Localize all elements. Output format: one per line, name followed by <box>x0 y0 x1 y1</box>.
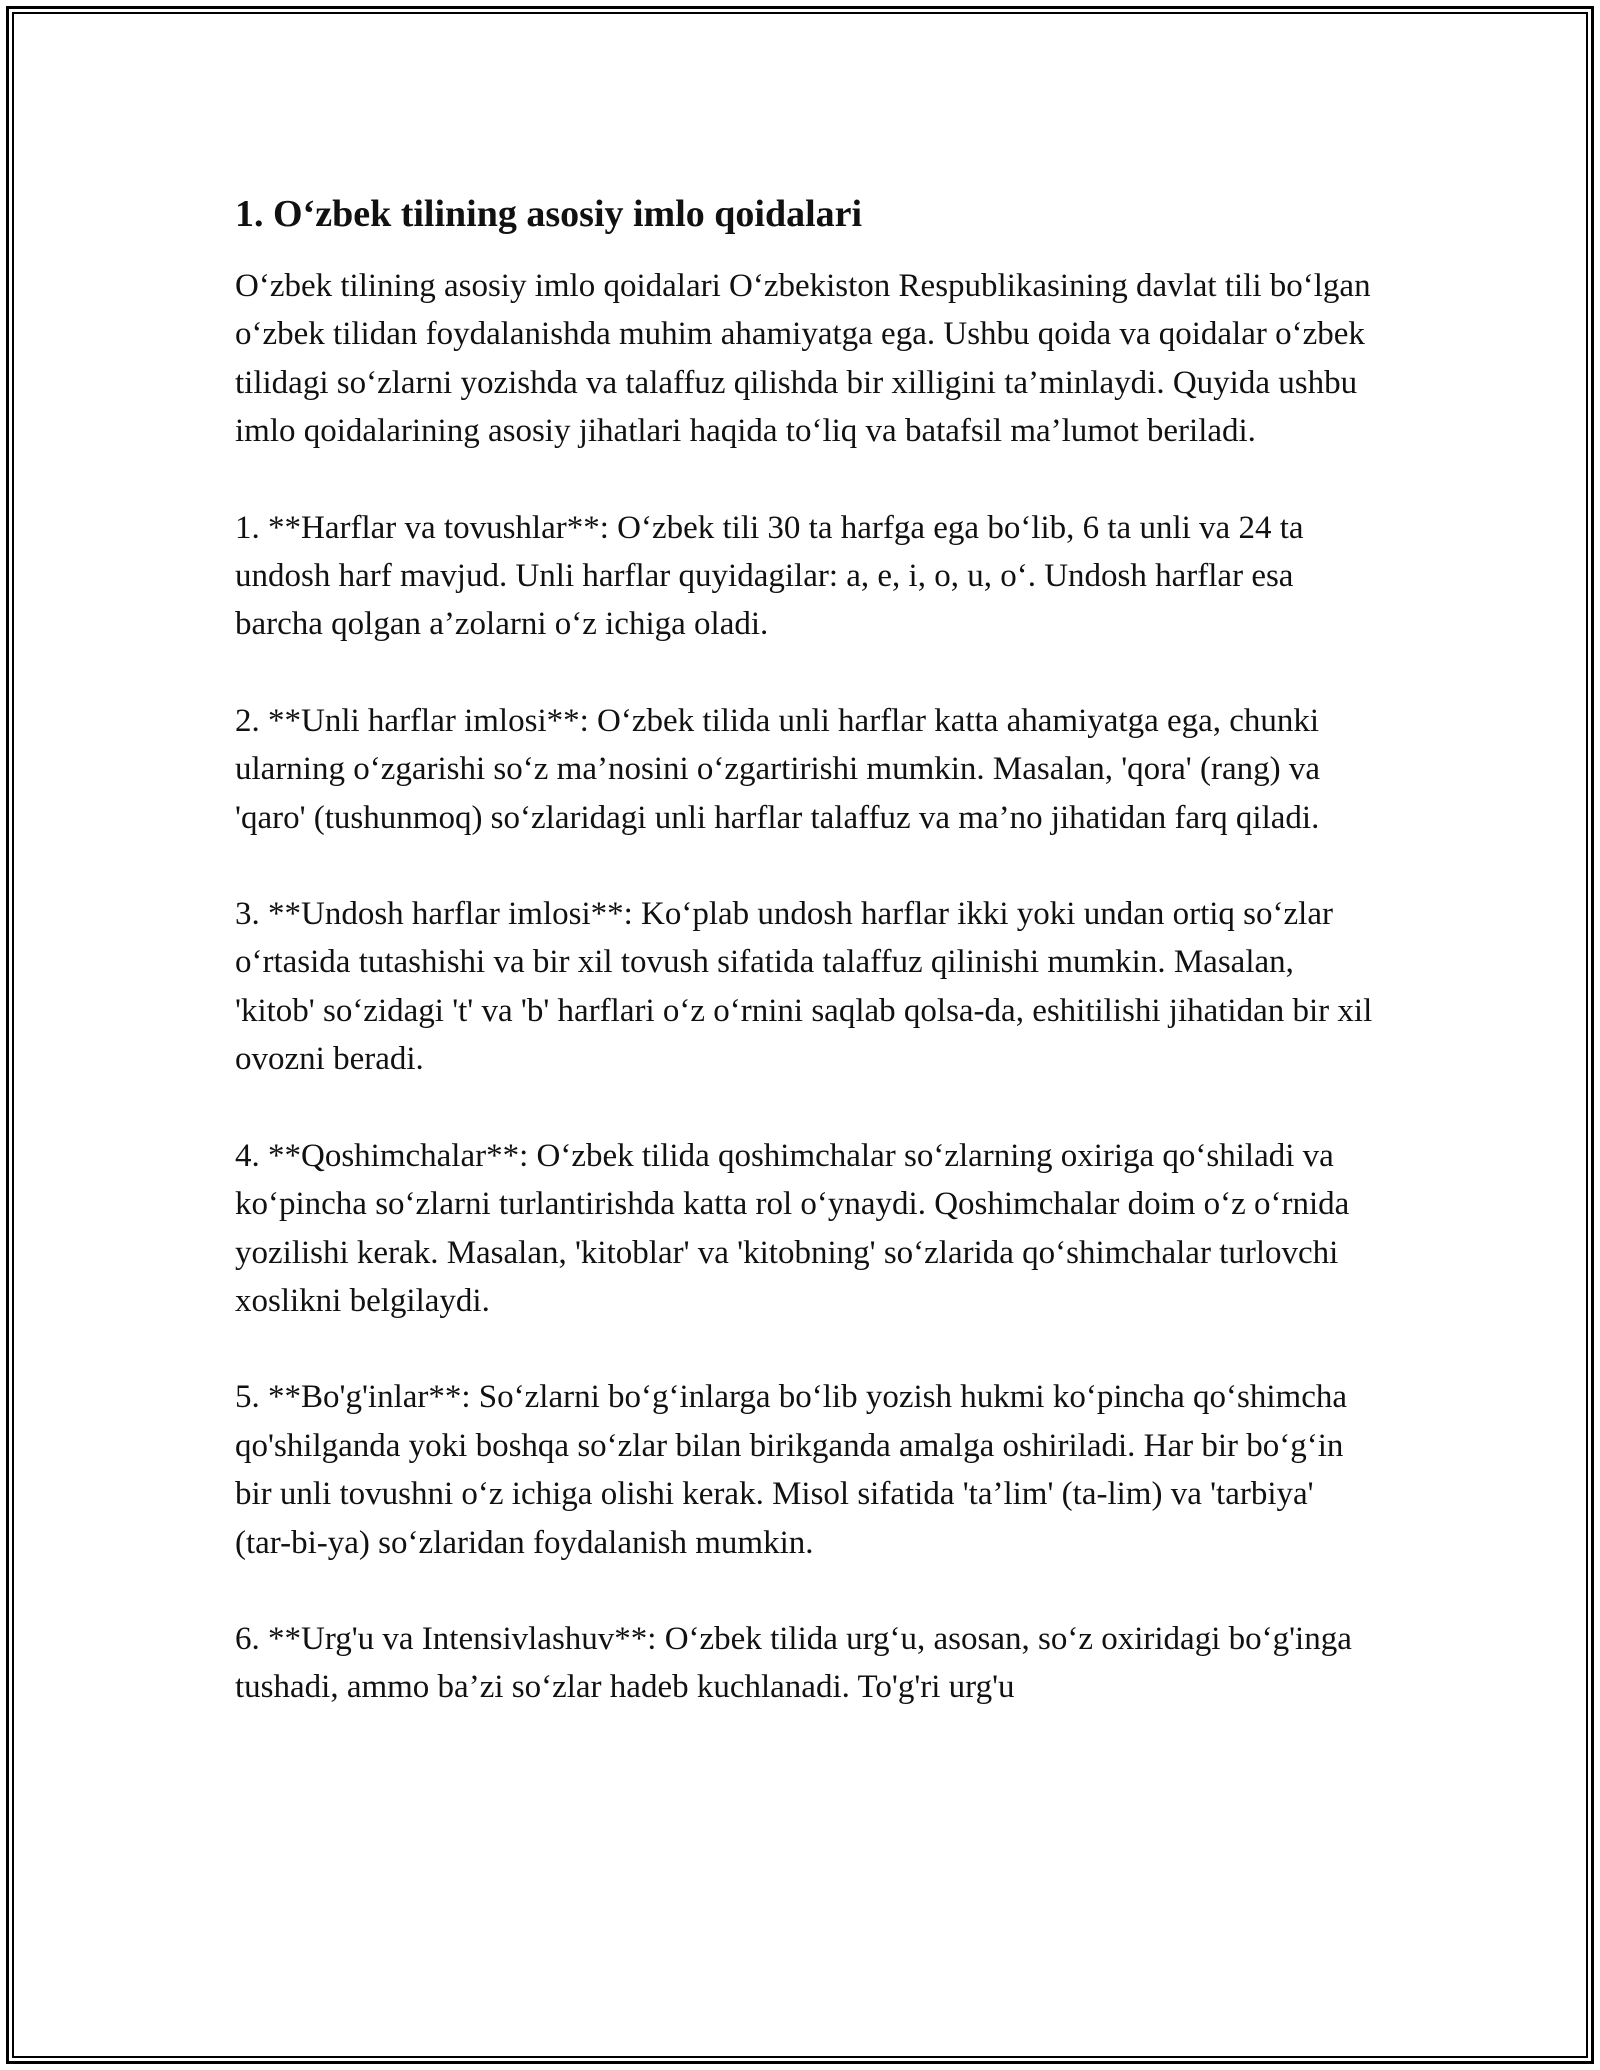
rule-unli-harflar-imlosi: 2. **Unli harflar imlosi**: O‘zbek tilida unli harflar katta ahamiyatga ega, chunki ularning o‘zgarishi so‘z ma’nosini o‘zgartirishi mumkin. Masalan, 'qora' (rang) va 'qaro' (tushunmoq) so‘zlaridagi unli harflar talaffuz va ma’no jihatidan farq qiladi. <box>235 702 1321 836</box>
rule-qoshimchalar: 4. **Qoshimchalar**: O‘zbek tilida qoshimchalar so‘zlarning oxiriga qo‘shiladi va ko‘pincha so‘zlarni turlantirishda katta rol o‘ynaydi. Qoshimchalar doim o‘z o‘rnida yozilishi kerak. Masalan, 'kitoblar' va 'kitobning' so‘zlarida qo‘shimchalar turlovchi xoslikni belgilaydi. <box>235 1137 1350 1319</box>
rule-undosh-harflar-imlosi: 3. **Undosh harflar imlosi**: Ko‘plab undosh harflar ikki yoki undan ortiq so‘zlar o‘rtasida tutashishi va bir xil tovush sifatida talaffuz qilinishi mumkin. Masalan, 'kitob' so‘zidagi 't' va 'b' harflari o‘z o‘rnini saqlab qolsa-da, eshitilishi jihatidan bir xil ovozni beradi. <box>235 896 1373 1078</box>
document-body <box>235 190 1375 1760</box>
rule-harflar-va-tovushlar: 1. **Harflar va tovushlar**: O‘zbek tili 30 ta harfga ega bo‘lib, 6 ta unli va 24 ta undosh harf mavjud. Unli harflar quyidagilar: a, e, i, o, u, o‘. Undosh harflar esa barcha qolgan a’zolarni o‘z ichiga oladi. <box>235 509 1304 643</box>
document-title: 1. O‘zbek tilining asosiy imlo qoidalari <box>235 193 863 235</box>
intro-paragraph: O‘zbek tilining asosiy imlo qoidalari O‘zbekiston Respublikasining davlat tili bo‘lgan o‘zbek tilidan foydalanishda muhim ahamiyatga ega. Ushbu qoida va qoidalar o‘zbek tilidagi so‘zlarni yozishda va talaffuz qilishda bir xilligini ta’minlaydi. Quyida ushbu imlo qoidalarining asosiy jihatlari haqida to‘liq va batafsil ma’lumot beriladi. <box>235 268 1371 450</box>
rule-boginlar: 5. **Bo'g'inlar**: So‘zlarni bo‘g‘inlarga bo‘lib yozish hukmi ko‘pincha qo‘shimcha qo'shilganda yoki boshqa so‘zlar bilan birikganda amalga oshiriladi. Har bir bo‘g‘in bir unli tovushni o‘z ichiga olishi kerak. Misol sifatida 'ta’lim' (ta-lim) va 'tarbiya' (tar-bi-ya) so‘zlaridan foydalanish mumkin. <box>235 1379 1347 1561</box>
rule-urgu-va-intensivlashuv: 6. **Urg'u va Intensivlashuv**: O‘zbek tilida urg‘u, asosan, so‘z oxiridagi bo‘g'inga tushadi, ammo ba’zi so‘zlar hadeb kuchlanadi. To'g'ri urg'u <box>235 1620 1352 1706</box>
